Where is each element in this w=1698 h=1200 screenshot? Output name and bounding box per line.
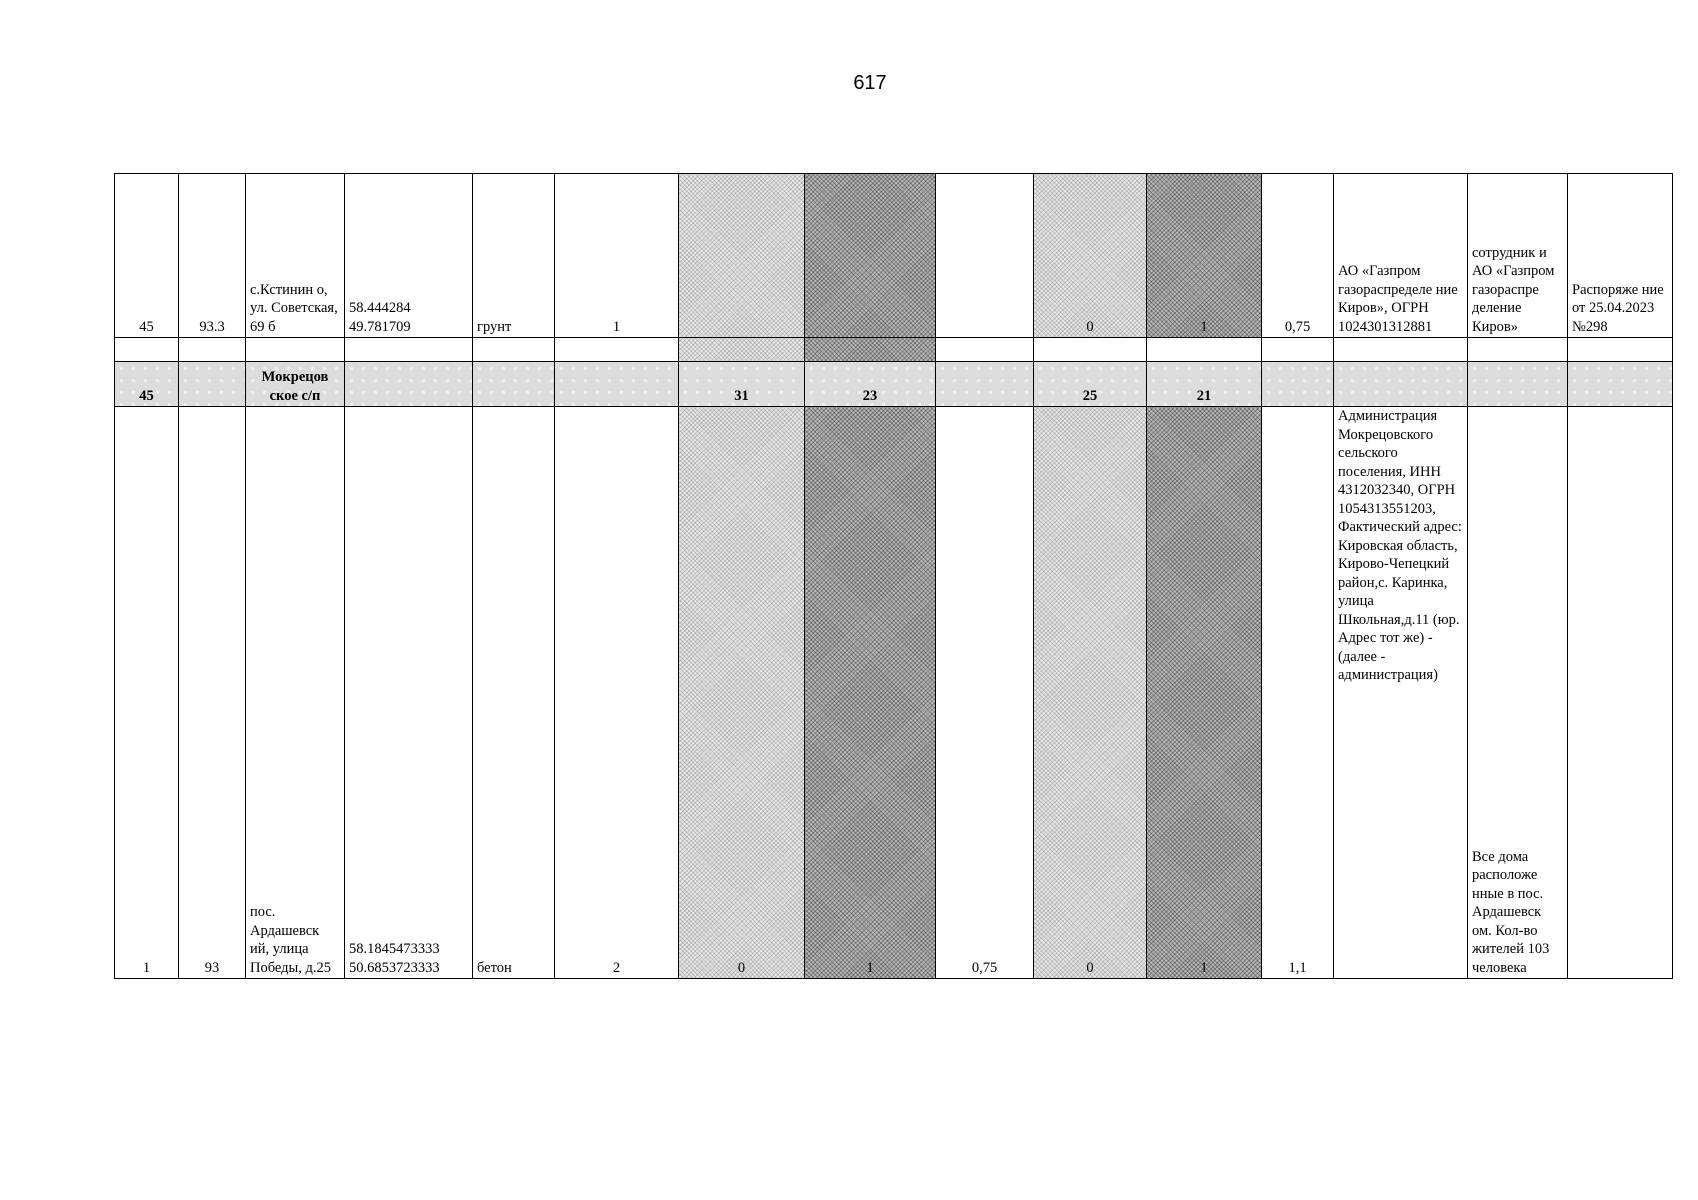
table-row xyxy=(115,407,1673,979)
subtotal-col11: 21 xyxy=(1147,362,1262,407)
cell-col7 xyxy=(679,174,805,338)
cell-col9: 0,75 xyxy=(936,407,1034,979)
cell-empty xyxy=(1468,338,1568,362)
cell-code: 93.3 xyxy=(179,174,246,338)
cell-empty xyxy=(555,362,679,407)
subtotal-row xyxy=(115,362,1673,407)
cell-coordinates: 58.1845473333 50.6853723333 xyxy=(345,407,473,979)
cell-empty xyxy=(115,338,179,362)
cell-empty xyxy=(1034,338,1147,362)
cell-empty xyxy=(473,338,555,362)
registry-table xyxy=(114,173,1673,979)
cell-empty xyxy=(1262,362,1334,407)
cell-col11: 1 xyxy=(1147,174,1262,338)
subtotal-settlement-name: Мокрецов ское с/п xyxy=(246,362,345,407)
cell-empty xyxy=(679,338,805,362)
cell-empty xyxy=(936,338,1034,362)
cell-users: Все дома расположе нные в пос. Ардашевск ом. Кол-во жителей 103 человека xyxy=(1468,407,1568,979)
cell-col8 xyxy=(805,174,936,338)
cell-empty xyxy=(246,338,345,362)
cell-number: 45 xyxy=(115,174,179,338)
cell-col7: 0 xyxy=(679,407,805,979)
cell-empty xyxy=(1334,338,1468,362)
cell-empty xyxy=(555,338,679,362)
cell-col8: 1 xyxy=(805,407,936,979)
subtotal-count: 45 xyxy=(115,362,179,407)
cell-users: сотрудник и АО «Газпром газораспре деление Киров» xyxy=(1468,174,1568,338)
cell-empty xyxy=(345,362,473,407)
cell-empty xyxy=(1334,362,1468,407)
cell-empty xyxy=(1468,362,1568,407)
cell-empty xyxy=(805,338,936,362)
cell-coordinates: 58.444284 49.781709 xyxy=(345,174,473,338)
cell-empty xyxy=(179,338,246,362)
cell-empty xyxy=(473,362,555,407)
cell-empty xyxy=(345,338,473,362)
cell-document xyxy=(1568,407,1673,979)
cell-empty xyxy=(1568,338,1673,362)
page-number: 617 xyxy=(853,72,887,94)
cell-empty xyxy=(179,362,246,407)
cell-empty xyxy=(936,362,1034,407)
table-row-empty xyxy=(115,338,1673,362)
cell-empty xyxy=(1147,338,1262,362)
cell-col12: 1,1 xyxy=(1262,407,1334,979)
cell-area: 2 xyxy=(555,407,679,979)
cell-address: пос. Ардашевск ий, улица Победы, д.25 xyxy=(246,407,345,979)
cell-col12: 0,75 xyxy=(1262,174,1334,338)
subtotal-col8: 23 xyxy=(805,362,936,407)
cell-empty xyxy=(1568,362,1673,407)
cell-number: 1 xyxy=(115,407,179,979)
cell-surface: бетон xyxy=(473,407,555,979)
cell-col9 xyxy=(936,174,1034,338)
cell-area: 1 xyxy=(555,174,679,338)
cell-empty xyxy=(1262,338,1334,362)
cell-owner: АО «Газпром газораспределе ние Киров», ОГРН 1024301312881 xyxy=(1334,174,1468,338)
cell-owner: Администрация Мокрецовского сельского поселения, ИНН 4312032340, ОГРН 1054313551203, Фактический адрес: Кировская область, Кирово-Чепецкий район,с. Каринка, улица Школьная,д.11 (юр. Адрес тот же) - (далее - администрация) xyxy=(1334,407,1468,979)
cell-document: Распоряже ние от 25.04.2023 №298 xyxy=(1568,174,1673,338)
subtotal-col7: 31 xyxy=(679,362,805,407)
cell-col11: 1 xyxy=(1147,407,1262,979)
subtotal-col10: 25 xyxy=(1034,362,1147,407)
cell-address: с.Кстинин о, ул. Советская, 69 б xyxy=(246,174,345,338)
cell-col10: 0 xyxy=(1034,407,1147,979)
cell-surface: грунт xyxy=(473,174,555,338)
cell-code: 93 xyxy=(179,407,246,979)
cell-col10: 0 xyxy=(1034,174,1147,338)
table-row xyxy=(115,174,1673,338)
